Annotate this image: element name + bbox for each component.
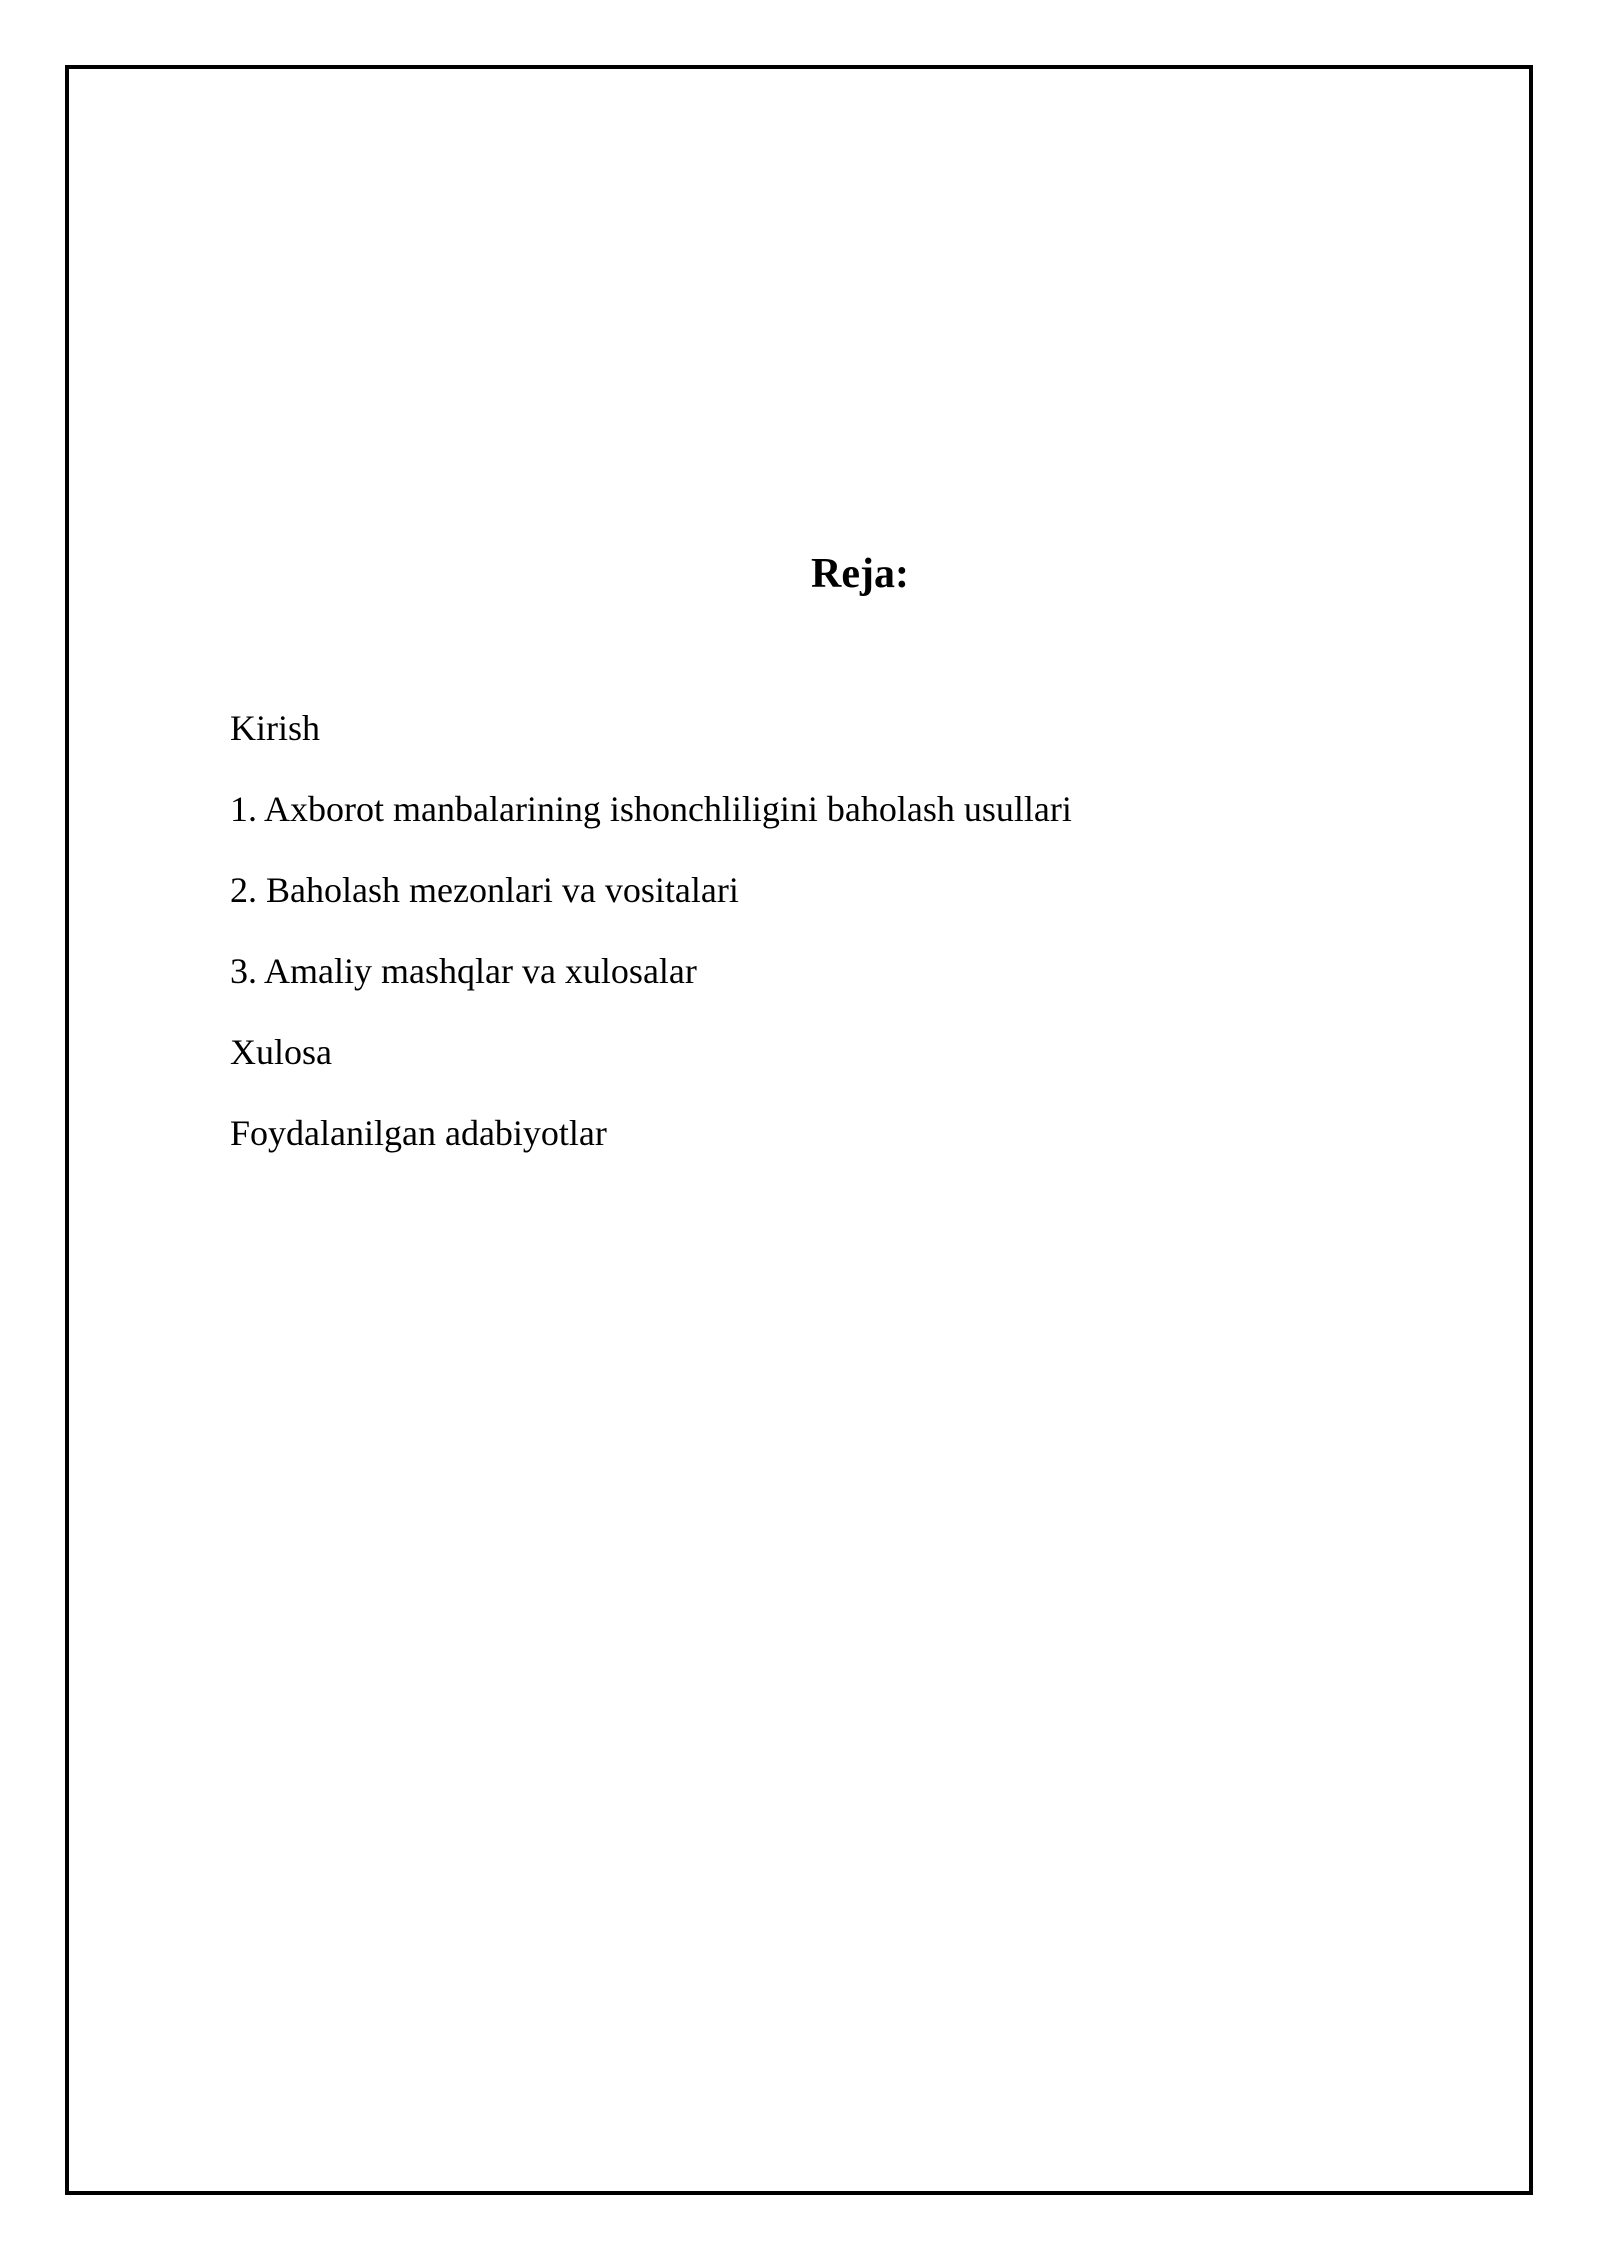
toc-item-3: 3. Amaliy mashqlar va xulosalar — [230, 951, 697, 991]
toc-item-2: 2. Baholash mezonlari va vositalari — [230, 870, 739, 910]
toc-item-conclusion: Xulosa — [230, 1032, 332, 1072]
table-of-contents — [230, 700, 1072, 1186]
toc-item-references: Foydalanilgan adabiyotlar — [230, 1113, 607, 1153]
toc-item-1: 1. Axborot manbalarining ishonchliligini baholash usullari — [230, 789, 1072, 829]
page-title: Reja: — [811, 551, 909, 597]
toc-item-introduction: Kirish — [230, 708, 320, 748]
